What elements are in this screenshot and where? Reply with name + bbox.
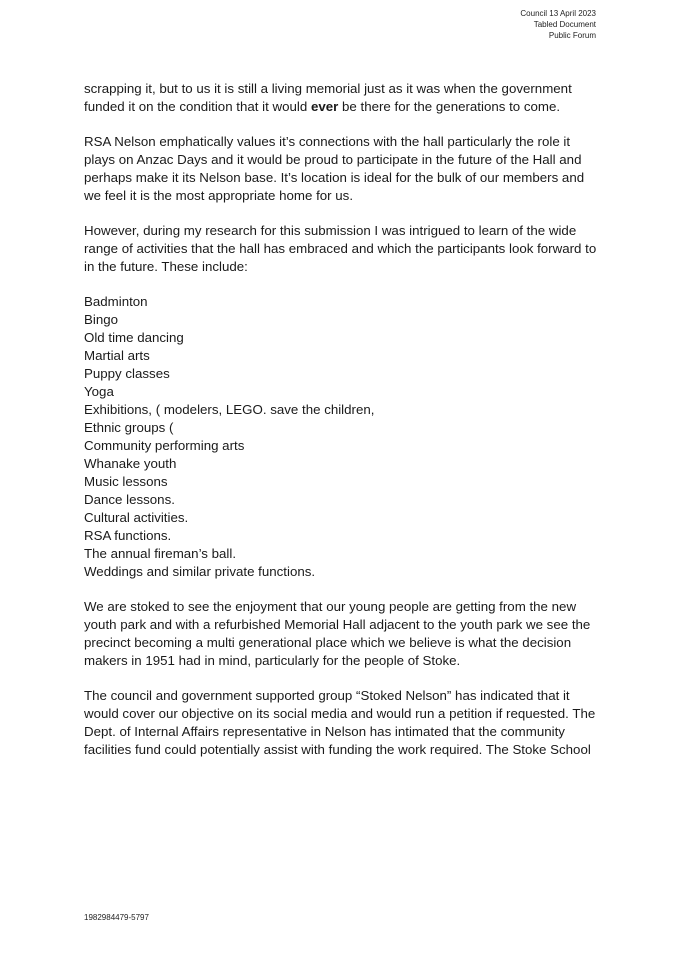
- document-id: 1982984479-5797: [84, 913, 149, 922]
- list-item: Cultural activities.: [84, 510, 189, 525]
- header-tabled-document: Tabled Document: [533, 20, 596, 29]
- list-item: Martial arts: [84, 348, 150, 363]
- list-item: Community performing arts: [84, 438, 245, 453]
- list-item: Ethnic groups (: [84, 420, 174, 435]
- paragraph-line: The council and government supported group “Stoked Nelson” has indicated that it: [84, 688, 570, 703]
- list-item: Old time dancing: [84, 330, 184, 345]
- text-span: be there for the generations to come.: [338, 99, 561, 114]
- list-item: Bingo: [84, 312, 119, 327]
- paragraph-line: We are stoked to see the enjoyment that our young people are getting from the new: [84, 599, 577, 614]
- paragraph-line: scrapping it, but to us it is still a living memorial just as it was when the government: [84, 81, 572, 96]
- emphasis-ever: ever: [310, 99, 339, 114]
- list-item: Exhibitions, ( modelers, LEGO. save the children,: [84, 402, 375, 417]
- paragraph-stoked-nelson: [84, 687, 624, 759]
- list-item: Weddings and similar private functions.: [84, 564, 316, 579]
- paragraph-research: [84, 222, 624, 276]
- paragraph-youth-park: [84, 598, 624, 670]
- list-item: Yoga: [84, 384, 114, 399]
- paragraph-line: range of activities that the hall has embraced and which the participants look forward to: [84, 241, 597, 256]
- paragraph-memorial: [84, 80, 624, 116]
- paragraph-line: youth park and with a refurbished Memorial Hall adjacent to the youth park we see the: [84, 617, 591, 632]
- list-item: Music lessons: [84, 474, 168, 489]
- paragraph-line: perhaps make it its Nelson base. It’s location is ideal for the bulk of our members and: [84, 170, 585, 185]
- list-item: Dance lessons.: [84, 492, 175, 507]
- paragraph-line: plays on Anzac Days and it would be proud to participate in the future of the Hall and: [84, 152, 582, 167]
- paragraph-line: we feel it is the most appropriate home for us.: [84, 188, 354, 203]
- paragraph-rsa-nelson: [84, 133, 624, 205]
- paragraph-line: precinct becoming a multi generational place which we believe is what the decision: [84, 635, 572, 650]
- list-item: Badminton: [84, 294, 148, 309]
- activities-list: [84, 293, 624, 581]
- list-item: The annual fireman’s ball.: [84, 546, 237, 561]
- paragraph-line: in the future. These include:: [84, 259, 248, 274]
- list-item: Puppy classes: [84, 366, 170, 381]
- paragraph-line: would cover our objective on its social media and would run a petition if requested. The: [84, 706, 596, 721]
- paragraph-line: RSA Nelson emphatically values it’s connections with the hall particularly the role it: [84, 134, 571, 149]
- paragraph-line: However, during my research for this submission I was intrigued to learn of the wide: [84, 223, 577, 238]
- tabled-document-stamp: [520, 8, 596, 41]
- document-body: [84, 80, 624, 776]
- paragraph-line: [84, 98, 624, 116]
- header-public-forum: Public Forum: [548, 31, 596, 40]
- list-item: Whanake youth: [84, 456, 177, 471]
- header-council-date: Council 13 April 2023: [520, 9, 596, 18]
- text-span: funded it on the condition that it would: [84, 99, 311, 114]
- paragraph-line: facilities fund could potentially assist with funding the work required. The Stoke School: [84, 742, 591, 757]
- list-item: RSA functions.: [84, 528, 172, 543]
- paragraph-line: makers in 1951 had in mind, particularly for the people of Stoke.: [84, 653, 461, 668]
- paragraph-line: Dept. of Internal Affairs representative in Nelson has intimated that the community: [84, 724, 565, 739]
